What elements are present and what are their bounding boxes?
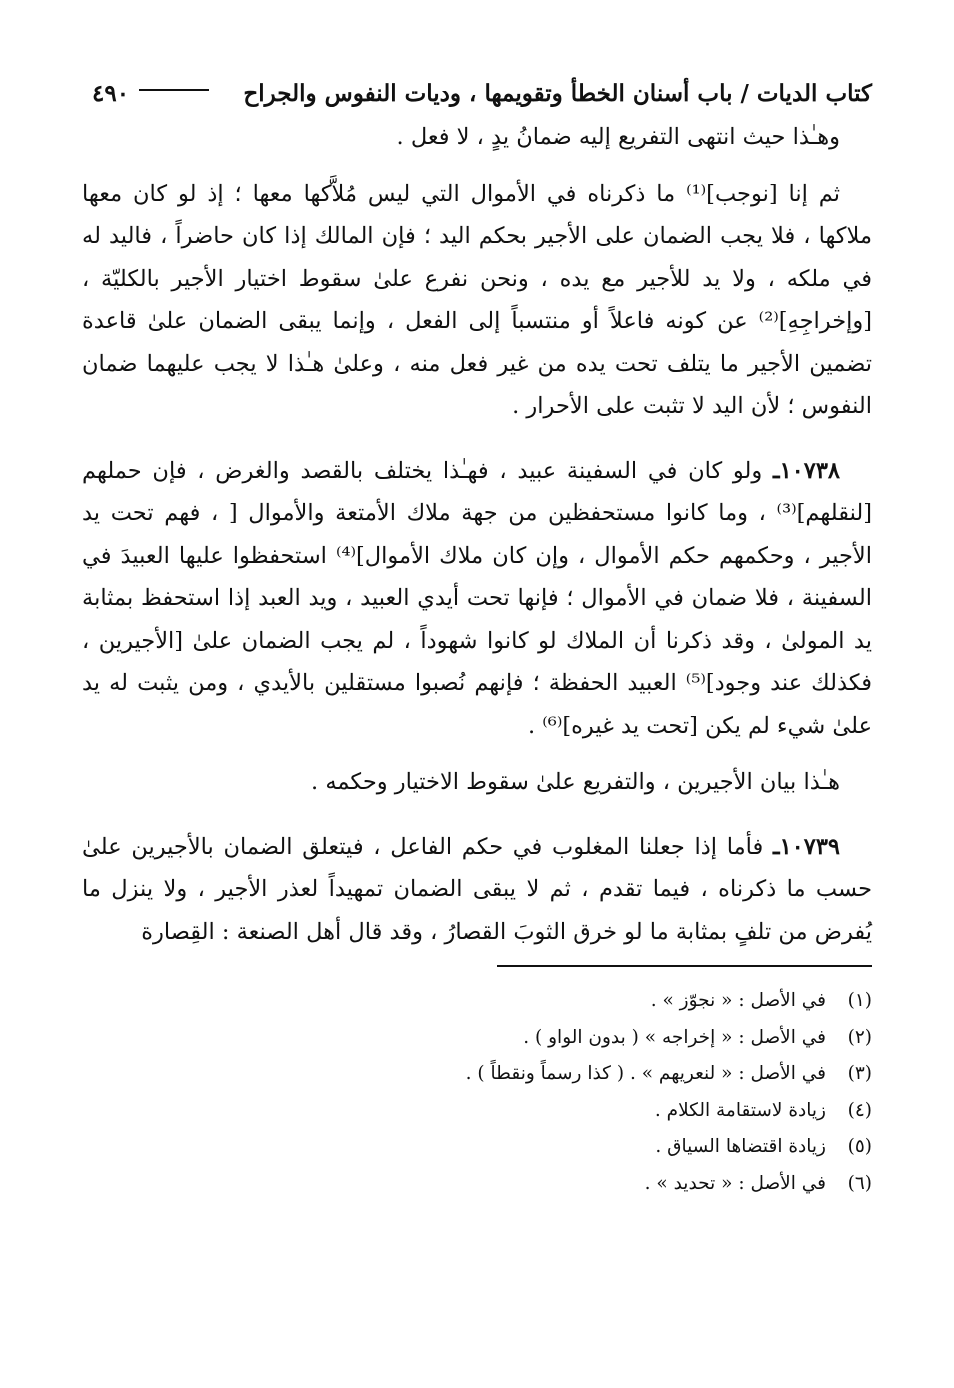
page-header <box>82 70 872 116</box>
footnote <box>82 1093 872 1130</box>
paragraph-number: ١٠٧٣٨ـ <box>772 457 841 484</box>
footnote-number: (٥) <box>847 1136 872 1157</box>
paragraph-text: هـٰذا بيان الأجيرين ، والتفريع علىٰ سقوط الاختيار وحكمه . <box>311 769 840 795</box>
footnote-number: (١) <box>847 990 872 1011</box>
running-title-text: كتاب الديات / باب أسنان الخطأ وتقويمها ، وديات النفوس والجراح <box>243 79 872 107</box>
paragraph-text: فأما إذا جعلنا المغلوب في حكم الفاعل ، فيتعلق الضمان بالأجيرين علىٰ حسب ما ذكرناه ، فيما تقدم ، ثم لا يبقى الضمان تمهيداً لعذر الأجير ، ولا ينزل ما يُفرض من تلفٍ بمثابة ما لو خرق الثوبَ القصارُ ، وقد قال أهل الصنعة : القِصارة <box>82 833 872 945</box>
footnote-number: (٢) <box>847 1026 872 1048</box>
footnote-text: زيادة اقتضاها السياق . <box>655 1136 826 1157</box>
footnote <box>82 1129 872 1166</box>
footnote-number: (٤) <box>847 1099 872 1121</box>
paragraph-text: وهـٰذا حيث انتهى التفريع إليه ضمانُ يدٍ ، لا فعل . <box>396 124 840 150</box>
footnote <box>82 1020 872 1057</box>
footnotes <box>82 983 872 1202</box>
page-number: ٤٩٠ <box>92 79 130 107</box>
paragraph-number: ١٠٧٣٩ـ <box>772 833 841 860</box>
paragraph <box>82 116 872 159</box>
paragraph <box>82 826 872 954</box>
paragraph <box>82 450 872 748</box>
footnote <box>82 1056 872 1093</box>
paragraph <box>82 173 872 428</box>
footnote-number: (٦) <box>847 1172 872 1194</box>
footnote-number: (٣) <box>847 1063 872 1084</box>
footnote <box>82 1166 872 1203</box>
footnote-text: في الأصل : « لنعريهم » . ( كذا رسماً ونقطاً ) . <box>465 1063 826 1084</box>
main-text <box>82 116 872 953</box>
footnote-separator <box>497 965 872 967</box>
footnote-text: زيادة لاستقامة الكلام . <box>654 1099 826 1121</box>
book-page <box>82 70 872 1202</box>
paragraph <box>82 761 872 804</box>
footnote-text: في الأصل : « إخراجه » ( بدون الواو ) . <box>523 1026 826 1048</box>
footnote <box>82 983 872 1020</box>
paragraph-text: ولو كان في السفينة عبيد ، فهـٰذا يختلف بالقصد والغرض ، فإن حملهم [لنقلهم]⁽³⁾ ، وما كانوا مستحفظين من جهة ملاك الأمتعة والأموال [ ، فهم تحت يد الأجير ، وحكمهم حكم الأموال ، وإن كان ملاك الأموال]⁽⁴⁾ استحفظوا عليها العبيدَ في السفينة ، فلا ضمان في الأموال ؛ فإنها تحت أيدي العبيد ، ويد العبد إذا استحفظ بمثابة يد المولىٰ ، وقد ذكرنا أن الملاك لو كانوا شهوداً ، لم يجب الضمان علىٰ [الأجيرين ، فكذلك عند وجود]⁽⁵⁾ العبيد الحفظة ؛ فإنهم نُصبوا مستقلين بالأيدي ، ومن يثبت له يد علىٰ شيء لم يكن [تحت يد غيره]⁽⁶⁾ . <box>82 457 872 739</box>
paragraph-text: ثم إنا [نوجب]⁽¹⁾ ما ذكرناه في الأموال التي ليس مُلاَّكها معها ؛ إذ لو كان معها ملاكها ، فلا يجب الضمان على الأجير بحكم اليد ؛ فإن المالك إذا كان حاضراً ، فاليد له في ملكه ، ولا يد للأجير مع يده ، ونحن نفرع علىٰ سقوط اختيار الأجير بالكليّة ، [وإخراجِهِ]⁽²⁾ عن كونه فاعلاً أو منتسباً إلى الفعل ، وإنما يبقى الضمان علىٰ قاعدة تضمين الأجير ما يتلف تحت يده من غير فعل منه ، وعلىٰ هـٰذا لا يجب عليهما ضمان النفوس ؛ لأن اليد لا تثبت على الأحرار . <box>82 180 872 419</box>
header-rule <box>139 89 209 91</box>
footnote-text: في الأصل : « نجوّز » . <box>650 990 826 1011</box>
footnote-text: في الأصل : « تحديد » . <box>644 1172 826 1194</box>
running-title <box>219 80 872 107</box>
